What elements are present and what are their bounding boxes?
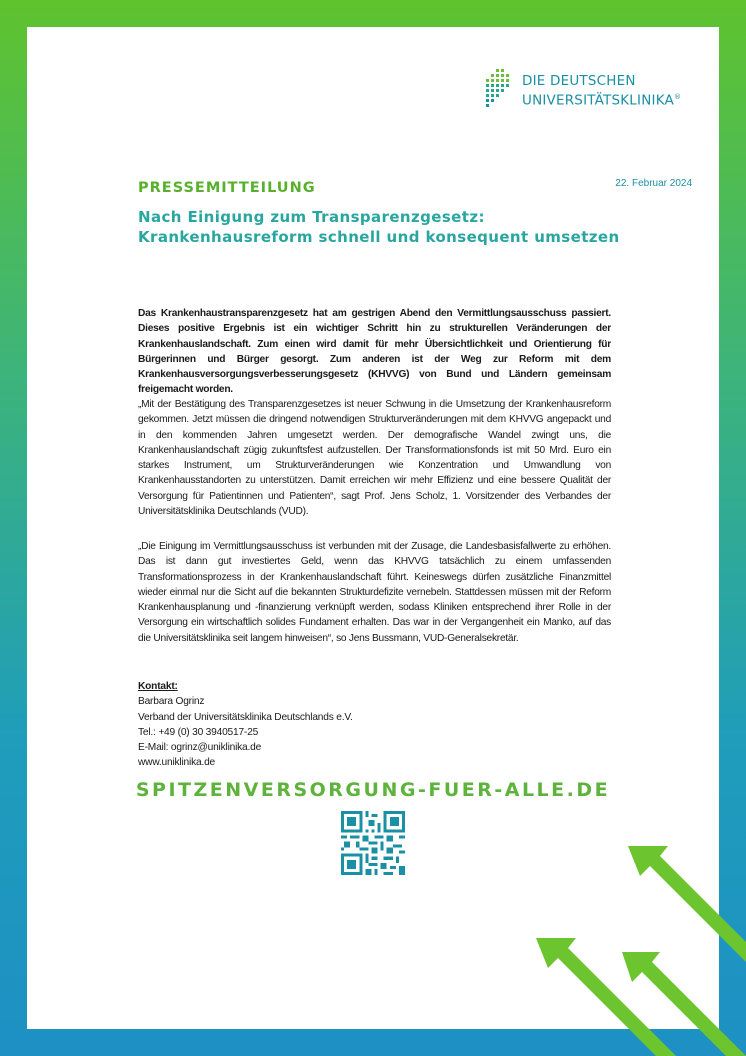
press-release-page <box>27 27 719 1029</box>
contact-org: Verband der Universitätsklinika Deutschlands e.V. <box>138 711 353 723</box>
headline <box>138 207 620 247</box>
lead-paragraph: Das Krankenhaustransparenzgesetz hat am gestrigen Abend den Vermittlungsausschuss passiert. Dieses positive Ergebnis ist ein wichtiger Schritt hin zu strukturellen Veränderungen der Krankenhauslandschaft. Zum einen wird damit für mehr Übersichtlichkeit und Orientierung für Bürgerinnen und Bürger gesorgt. Zum anderen ist der Weg zur Reform mit dem Krankenhausversorgungsverbesserungsgesetz (KHVVG) von Bund und Ländern gemeinsam freigemacht worden. <box>138 308 611 396</box>
logo-line-1: DIE DEUTSCHEN <box>522 73 636 89</box>
contact-email[interactable]: E-Mail: ogrinz@uniklinika.de <box>138 742 262 754</box>
qr-code-icon[interactable] <box>341 811 405 875</box>
contact-block <box>138 679 353 771</box>
headline-line-1: Nach Einigung zum Transparenzgesetz: <box>138 208 485 226</box>
logo-mark-icon <box>482 69 514 109</box>
body-paragraph-2: „Die Einigung im Vermittlungsausschuss ist verbunden mit der Zusage, die Landesbasisfallwerte zu erhöhen. Das ist dann gut investiertes Geld, wenn das KHVVG tatsächlich zu einem umfassenden Transformationsprozess in der Krankenhauslandschaft führt. Keineswegs dürfen zusätzliche Finanzmittel wieder einmal nur die Sicht auf die bekannten Strukturdefizite vernebeln. Stattdessen müssen mit der Reform Krankenhausplanung und -finanzierung verknüpft werden, sodass Kliniken entsprechend ihrer Rolle in der Versorgung ein wirtschaftlich solides Fundament erhalten. Das war in der Vergangenheit ein Manko, auf das die Universitätsklinika seit langem hinweisen“, so Jens Bussmann, VUD-Generalsekretär. <box>138 541 611 644</box>
vud-logo <box>482 69 712 115</box>
campaign-url[interactable]: SPITZENVERSORGUNG-FUER-ALLE.DE <box>135 779 611 801</box>
press-release-label: PRESSEMITTEILUNG <box>138 180 316 196</box>
headline-line-2: Krankenhausreform schnell und konsequent umsetzen <box>138 228 620 246</box>
contact-website[interactable]: www.uniklinika.de <box>138 757 216 769</box>
logo-line-2: UNIVERSITÄTSKLINIKA® <box>522 92 682 109</box>
contact-phone: Tel.: +49 (0) 30 3940517-25 <box>138 726 259 738</box>
release-date: 22. Februar 2024 <box>615 178 692 189</box>
body-paragraph-1: „Mit der Bestätigung des Transparenzgesetzes ist neuer Schwung in die Umsetzung der Krankenhausreform gekommen. Jetzt müssen die dringend notwendigen Strukturveränderungen mit dem KHVVG angepackt und in den kommenden Jahren umgesetzt werden. Der demografische Wandel zwingt uns, die Krankenhauslandschaft zügig zukunftsfest aufzustellen. Der Transformationsfonds ist mit 50 Mrd. Euro ein starkes Instrument, um Strukturveränderungen wie Konzentration und Umwandlung von Krankenhausstandorten zu unterstützen. Damit erreichen wir mehr Effizienz und eine bessere Qualität der Versorgung für Patientinnen und Patienten“, sagt Prof. Jens Scholz, 1. Vorsitzender des Verbandes der Universitätsklinika Deutschlands (VUD). <box>138 399 611 518</box>
contact-name: Barbara Ogrinz <box>138 696 205 708</box>
contact-label: Kontakt: <box>138 681 178 692</box>
